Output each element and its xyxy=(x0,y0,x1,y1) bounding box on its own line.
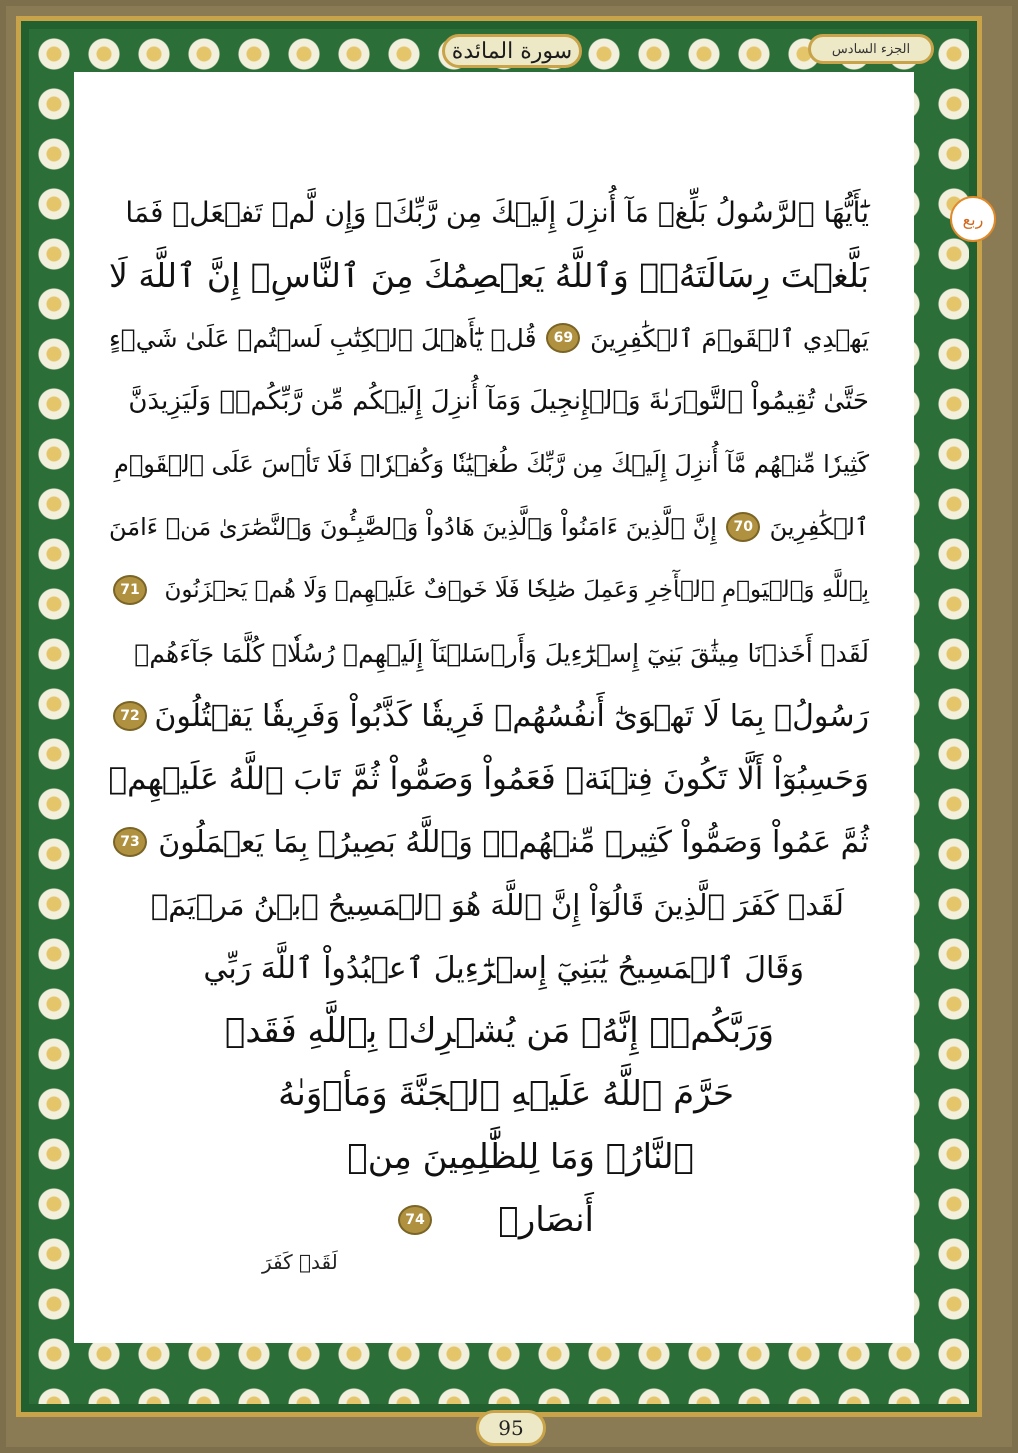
ayah-number-marker: 74 xyxy=(398,1205,432,1235)
verse-text: وَرَبَّكُمۡۖ إِنَّهُۥ مَن يُشۡرِكۡ بِٱللَّهِ فَقَدۡ xyxy=(225,1011,774,1051)
verse-text: يَهۡدِي ٱلۡقَوۡمَ ٱلۡكَٰفِرِينَ xyxy=(590,323,869,353)
verse-text: إِنَّ ٱلَّذِينَ ءَامَنُواْ وَٱلَّذِينَ هَادُواْ وَٱلصَّٰبِـُٔونَ وَٱلنَّصَٰرَىٰ مَنۡ ءَامَنَ xyxy=(109,513,717,541)
surah-name-cartouche xyxy=(442,34,582,68)
verse-line xyxy=(214,1001,774,1061)
verse-text: بِٱللَّهِ وَٱلۡيَوۡمِ ٱلۡأٓخِرِ وَعَمِلَ صَٰلِحٗا فَلَا خَوۡفٌ عَلَيۡهِمۡ وَلَا هُمۡ يَحۡزَنُونَ xyxy=(164,577,869,603)
rub-marker-label: ربع xyxy=(962,209,984,229)
surah-name: سورة المائدة xyxy=(451,38,573,64)
rub-hizb-marker xyxy=(950,196,996,242)
ayah-number-marker: 73 xyxy=(113,827,147,857)
verse-text: حَتَّىٰ تُقِيمُواْ ٱلتَّوۡرَىٰةَ وَٱلۡإِنجِيلَ وَمَآ أُنزِلَ إِلَيۡكُم مِّن رَّبِّكُمۡۗ وَلَيَزِيدَنَّ xyxy=(128,386,869,416)
verse-line xyxy=(184,938,804,998)
verse-line xyxy=(109,686,869,746)
verse-line xyxy=(144,875,844,935)
juz-cartouche xyxy=(808,34,934,64)
mushaf-page xyxy=(6,6,1012,1447)
verse-line xyxy=(109,560,869,620)
verse-text: أَنصَارٖ xyxy=(498,1200,594,1240)
ayah-number-marker: 71 xyxy=(113,575,147,605)
verse-line xyxy=(109,749,869,809)
verse-line xyxy=(109,371,869,431)
verse-line xyxy=(109,308,869,368)
verse-line xyxy=(109,434,869,494)
verse-line xyxy=(109,245,869,305)
verse-text: لَقَدۡ أَخَذۡنَا مِيثَٰقَ بَنِيٓ إِسۡرَٰٓءِيلَ وَأَرۡسَلۡنَآ إِلَيۡهِمۡ رُسُلٗاۖ كُلَّمَا جَآءَهُمۡ xyxy=(134,638,869,668)
catchword: لَقَدۡ كَفَرَ xyxy=(262,1250,338,1274)
text-area xyxy=(74,72,914,1343)
verse-text: كَثِيرٗا مِّنۡهُم مَّآ أُنزِلَ إِلَيۡكَ مِن رَّبِّكَ طُغۡيَٰنٗا وَكُفۡرٗاۖ فَلَا تَأۡسَ عَلَى ٱلۡقَوۡمِ xyxy=(114,450,869,478)
verse-text: رَسُولُۢ بِمَا لَا تَهۡوَىٰٓ أَنفُسُهُمۡ فَرِيقٗا كَذَّبُواْ وَفَرِيقٗا يَقۡتُلُونَ xyxy=(154,698,869,734)
verse-line xyxy=(254,1064,734,1124)
verse-text: لَقَدۡ كَفَرَ ٱلَّذِينَ قَالُوٓاْ إِنَّ ٱللَّهَ هُوَ ٱلۡمَسِيحُ ٱبۡنُ مَرۡيَمَۖ xyxy=(150,888,844,922)
verse-text: ثُمَّ عَمُواْ وَصَمُّواْ كَثِيرٞ مِّنۡهُمۡۚ وَٱللَّهُ بَصِيرُۢ بِمَا يَعۡمَلُونَ xyxy=(158,824,869,860)
verse-text: يَٰٓأَيُّهَا ٱلرَّسُولُ بَلِّغۡ مَآ أُنزِلَ إِلَيۡكَ مِن رَّبِّكَۖ وَإِن لَّمۡ تَفۡعَلۡ فَمَا xyxy=(125,195,869,229)
verse-line xyxy=(109,812,869,872)
verse-text: قُلۡ يَٰٓأَهۡلَ ٱلۡكِتَٰبِ لَسۡتُمۡ عَلَىٰ شَيۡءٍ xyxy=(109,323,537,353)
verse-line xyxy=(109,182,869,242)
juz-name: الجزء السادس xyxy=(831,41,911,57)
page-number-label: 95 xyxy=(498,1416,524,1440)
page-number xyxy=(476,1410,546,1446)
verse-text: وَقَالَ ٱلۡمَسِيحُ يَٰبَنِيٓ إِسۡرَٰٓءِيلَ ٱعۡبُدُواْ ٱللَّهَ رَبِّي xyxy=(203,950,804,986)
verse-line xyxy=(109,623,869,683)
verse-text: ٱلۡكَٰفِرِينَ xyxy=(769,513,869,541)
verse-line xyxy=(394,1190,594,1250)
ayah-number-marker: 70 xyxy=(726,512,760,542)
verse-line xyxy=(294,1127,694,1187)
ayah-number-marker: 72 xyxy=(113,701,147,731)
ayah-number-marker: 69 xyxy=(546,323,580,353)
verse-text: ٱلنَّارُۖ وَمَا لِلظَّٰلِمِينَ مِنۡ xyxy=(347,1137,694,1177)
verse-line xyxy=(109,497,869,557)
verse-text: وَحَسِبُوٓاْ أَلَّا تَكُونَ فِتۡنَةٞ فَعَمُواْ وَصَمُّواْ ثُمَّ تَابَ ٱللَّهُ عَلَيۡهِمۡ xyxy=(108,761,869,797)
verse-text: حَرَّمَ ٱللَّهُ عَلَيۡهِ ٱلۡجَنَّةَ وَمَأۡوَىٰهُ xyxy=(278,1074,734,1114)
verse-text: بَلَّغۡتَ رِسَالَتَهُۥۚ وَٱللَّهُ يَعۡصِمُكَ مِنَ ٱلنَّاسِۗ إِنَّ ٱللَّهَ لَا xyxy=(109,255,869,295)
